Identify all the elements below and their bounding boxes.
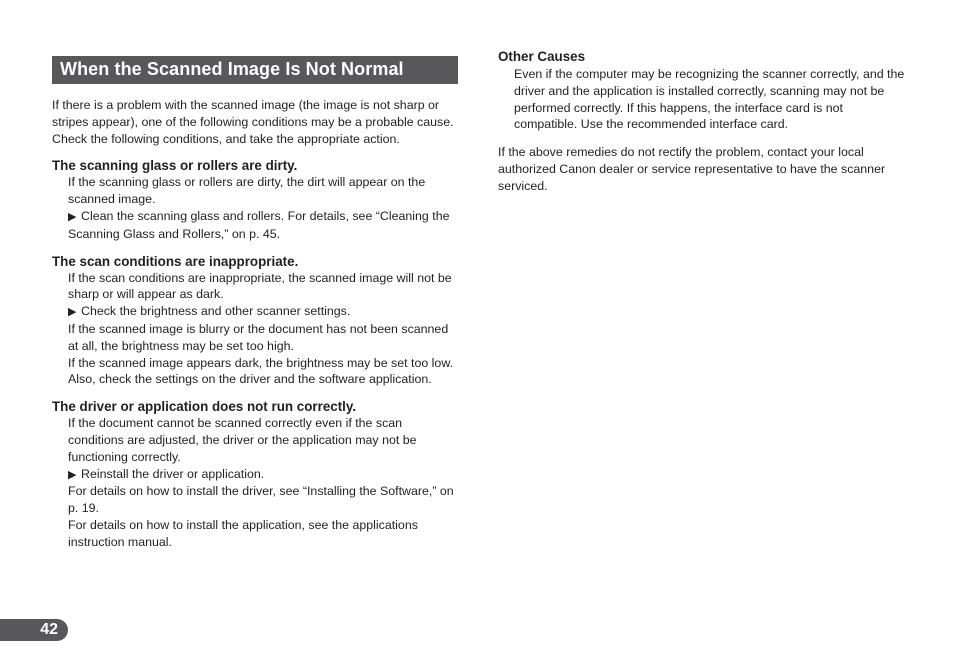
intro-paragraph: If there is a problem with the scanned image (the image is not sharp or stripes appear), one of the following conditions may be a probable cause. Check the following conditions, and take the appropriate action. [52,98,454,146]
action-text: Check the brightness and other scanner settings. [81,304,351,319]
action-arrow-icon: ▶ [68,468,77,481]
section-text: If the scanning glass or rollers are dirty, the dirt will appear on the scanned image. [68,175,426,207]
action-arrow-icon: ▶ [68,210,77,223]
section-heading: The driver or application does not run correctly. [52,399,357,415]
other-causes-heading: Other Causes [498,49,586,64]
section-driver-application [52,398,458,550]
page-number: 42 [0,619,68,641]
section-text: If the scanned image appears dark, the brightness may be set too low. [68,355,454,370]
section-scan-conditions [52,253,458,389]
section-heading: The scan conditions are inappropriate. [52,253,299,269]
section-text: If the scanned image is blurry or the document has not been scanned at all, the brightness may be set too high. [68,321,449,353]
action-line [68,466,458,484]
right-column [498,48,908,195]
section-text: For details on how to install the driver, see “Installing the Software,” on p. 19. [68,484,454,516]
other-causes-text: Even if the computer may be recognizing the scanner correctly, and the driver and the application is installed correctly, scanning may not be performed correctly. If this happens, the interface card is not compatible. Use the recommended interface card. [514,67,905,132]
section-heading: The scanning glass or rollers are dirty. [52,158,298,174]
section-text: If the scan conditions are inappropriate, the scanned image will not be sharp or will appear as dark. [68,270,452,302]
action-line [68,303,458,321]
section-dirty-glass [52,157,458,242]
action-text: Reinstall the driver or application. [81,466,265,481]
action-line [68,208,458,243]
section-text: Also, check the settings on the driver and the software application. [68,372,432,387]
left-column [52,56,458,561]
action-text: Clean the scanning glass and rollers. For details, see “Cleaning the Scanning Glass and Rollers,” on p. 45. [68,208,450,241]
section-text: If the document cannot be scanned correctly even if the scan conditions are adjusted, the driver or the application may not be functioning correctly. [68,416,417,464]
closing-paragraph: If the above remedies do not rectify the problem, contact your local authorized Canon dealer or service representative to have the scanner serviced. [498,145,886,193]
action-arrow-icon: ▶ [68,306,77,319]
page-title: When the Scanned Image Is Not Normal [52,56,458,84]
section-text: For details on how to install the application, see the applications instruction manual. [68,517,418,549]
